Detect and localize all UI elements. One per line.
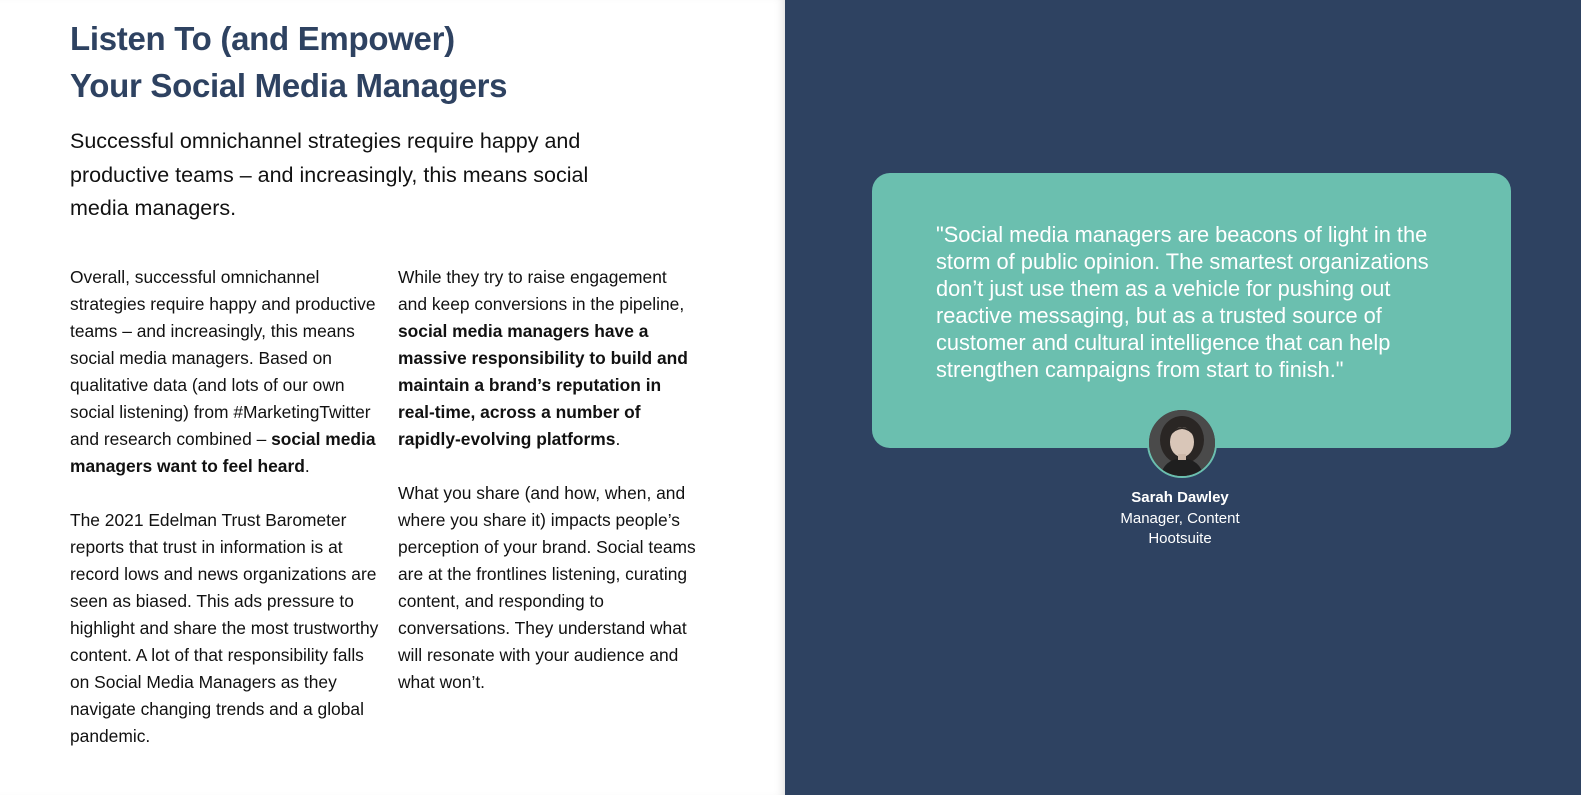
- page-title: [70, 15, 507, 109]
- column-2-paragraph-1: [398, 264, 698, 453]
- column-1-paragraph-1: [70, 264, 388, 480]
- column-2-paragraph-2: What you share (and how, when, and where you share it) impacts people’s perception of your brand. Social teams are at the frontlines listening, curating content, and responding to conversations. They understand what will resonate with your audience and what won’t.: [398, 483, 696, 692]
- column-2-paragraph-1-end: .: [615, 429, 621, 449]
- author-avatar: [1147, 408, 1217, 478]
- author-photo: [1149, 410, 1215, 476]
- column-2-paragraph-1-bold: social media managers have a massive responsibility to build and maintain a brand’s reputation in real-time, across a number of rapidly-evolving platforms: [398, 321, 688, 449]
- body-column-2: [398, 264, 698, 723]
- body-column-1: [70, 264, 388, 777]
- column-1-paragraph-1-end: .: [304, 456, 310, 476]
- intro-paragraph: Successful omnichannel strategies require happy and productive teams – and increasingly, this means social media managers.: [70, 129, 589, 220]
- column-2-paragraph-1-text: While they try to raise engagement and keep conversions in the pipeline,: [398, 267, 685, 314]
- column-1-paragraph-1-bold: social media managers want to feel heard: [70, 429, 376, 476]
- column-1-paragraph-1-text: Overall, successful omnichannel strategies require happy and productive teams – and increasingly, this means social media managers. Based on qualitative data (and lots of our own social listening) from #MarketingTwitter and research combined –: [70, 267, 376, 449]
- quote-text: "Social media managers are beacons of light in the storm of public opinion. The smartest organizations don’t just use them as a vehicle for pushing out reactive messaging, but as a trusted source of customer and cultural intelligence that can help strengthen campaigns from start to finish.": [936, 222, 1429, 382]
- column-1-paragraph-2: The 2021 Edelman Trust Barometer reports that trust in information is at record lows and news organizations are seen as biased. This ads pressure to highlight and share the most trustworthy content. A lot of that responsibility falls on Social Media Managers as they navigate changing trends and a global pandemic.: [70, 510, 379, 746]
- author-company: Hootsuite: [1148, 530, 1212, 547]
- quote-card: [872, 173, 1511, 448]
- title-line-1: Listen To (and Empower): [70, 20, 455, 57]
- title-line-2: Your Social Media Managers: [70, 67, 508, 104]
- author-title: Manager, Content: [1120, 509, 1240, 527]
- quote-attribution: [1080, 488, 1280, 550]
- left-page: [0, 0, 785, 795]
- author-name: Sarah Dawley: [1131, 489, 1229, 506]
